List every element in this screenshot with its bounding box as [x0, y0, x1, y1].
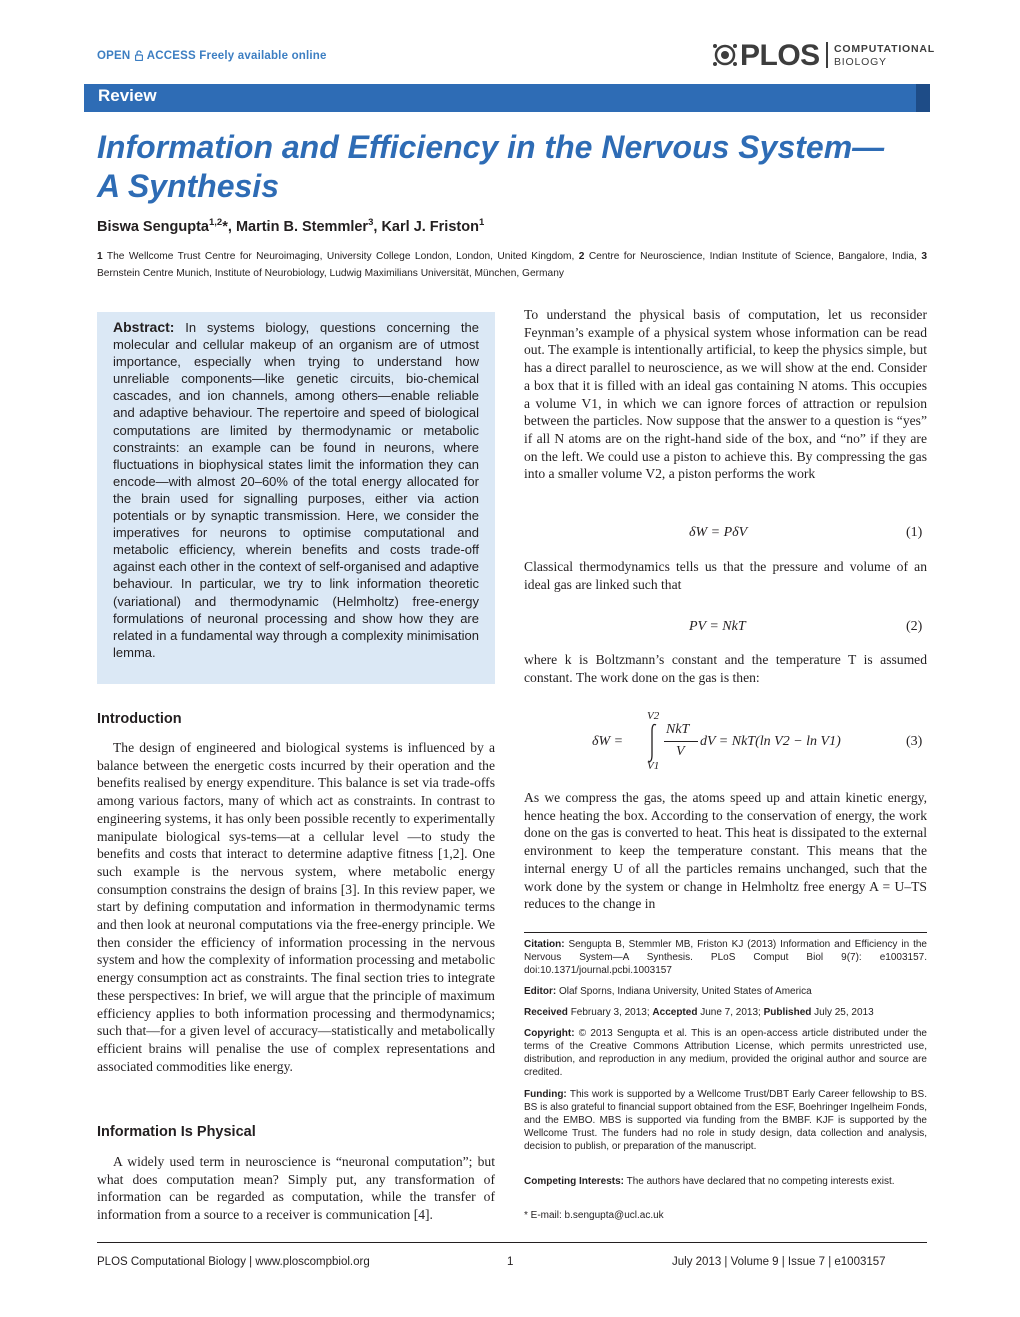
open-lock-icon [135, 50, 143, 61]
abstract-label: Abstract: [113, 319, 175, 335]
logo-line1: COMPUTATIONAL [834, 43, 935, 55]
equation-2-number: (2) [906, 619, 923, 634]
funding-text: This work is supported by a Wellcome Trust/DBT Early Career fellowship to BS. BS is also grateful to financial support obtained from the ESF, Boehringer Ingelheim Fonds, and the EMBO. MBS is supported via funding from the BMBF. KJF is supported by the Wellcome Trust. The funders had no role in study design, data collection and analysis, decision to publish, or preparation of the manuscript. [524, 1089, 928, 1152]
journal-logo[interactable] [712, 38, 935, 72]
competing-interests-block [524, 1176, 927, 1189]
article-type-label: Review [98, 86, 157, 105]
eq3-fraction-numerator: NkT [666, 722, 690, 737]
email-block [524, 1210, 927, 1223]
title-line-1: Information and Efficiency in the Nervous System— [97, 129, 885, 165]
competing-interests-label: Competing Interests: [524, 1176, 625, 1187]
editor-text: Olaf Sporns, Indiana University, United States of America [556, 986, 812, 997]
accepted-date: June 7, 2013; [697, 1007, 764, 1018]
logo-line2: BIOLOGY [834, 56, 887, 68]
freely-available-text: ACCESS Freely available online [146, 50, 327, 62]
competing-interests-text: The authors have declared that no competing interests exist. [624, 1176, 895, 1187]
author-affil-sup: 1 [478, 217, 485, 228]
citation-block [524, 939, 927, 978]
right-paragraph-4: As we compress the gas, the atoms speed up and attain kinetic energy, hence heating the box. According to the conservation of energy, the work done on the gas is converted to heat. This heat is dissipated to the external environment to keep the temperature constant. This means that the internal energy U of all the particles remains unchanged, such that the work done by the system or change in Helmholtz free energy A = U–TS reduces to the change in [524, 790, 927, 912]
open-access-text: OPEN [97, 50, 131, 62]
affil-number: 3 [921, 251, 928, 262]
citation-text: Sengupta B, Stemmler MB, Friston KJ (2013) Information and Efficiency in the Nervous System—A Synthesis. PLoS Comput Biol 9(7): e1003157. doi:10.1371/journal.pcbi.1003157 [524, 939, 927, 976]
equation-1: δW = PδV [689, 525, 748, 540]
author-affil-sup: 3 [368, 217, 374, 228]
copyright-text: © 2013 Sengupta et al. This is an open-access article distributed under the terms of the Creative Commons Attribution License, which permits unrestricted use, distribution, and reproduction in any medium, provided the original author and source are credited. [524, 1028, 927, 1078]
author-name: Biswa Sengupta [97, 219, 209, 235]
editor-block [524, 986, 927, 999]
published-label: Published [763, 1007, 812, 1018]
affil-number: 1 [97, 251, 103, 262]
introduction-paragraph: The design of engineered and biological systems is influenced by a balance between the energetic costs incurred by their operation and the benefits realised by energy expenditure. This balance is set via trade-offs among various factors, many of which act as constraints. In contrast to engineering systems, it has only been possible recently to experimentally manipulate biological sys-tems—at a cellular level —to study the benefits and costs that interact to determine adaptive fitness [1,2]. One such example is the nervous system, where metabolic energy consumption constrains the design of brains [3]. In this review paper, we start by defining computation and information in thermodynamic terms and then look at neuronal computations via the free-energy principle. We then consider the efficiency of information processing in the nervous system and how the complexity of information processing and metabolic energy consumption act as constraints. The final section tries to integrate these perspectives: In brief, we will argue that the principle of maximum efficiency applies to both information processing and thermodynamics; such that—for a given level of accuracy—statistically and metabolically efficient brains will penalise the use of complex representations and associated commodities like energy. [97, 740, 495, 1074]
equation-3-number: (3) [906, 734, 923, 749]
accepted-label: Accepted [652, 1007, 698, 1018]
eq3-lower-limit: V1 [647, 760, 660, 772]
funding-label: Funding: [524, 1089, 567, 1100]
equation-2: PV = NkT [689, 619, 746, 634]
right-paragraph-2: Classical thermodynamics tells us that the pressure and volume of an ideal gas are linked such that [524, 559, 927, 592]
open-access-label [97, 50, 327, 62]
abstract-body [113, 319, 479, 661]
footer-issue-info: July 2013 | Volume 9 | Issue 7 | e1003157 [672, 1256, 886, 1268]
introduction-heading: Introduction [97, 711, 182, 727]
author-affil-sup: 1,2 [209, 217, 223, 228]
article-type-banner [84, 84, 930, 112]
footer-divider [97, 1242, 927, 1243]
info-physical-heading: Information Is Physical [97, 1124, 256, 1140]
received-label: Received [524, 1007, 568, 1018]
citation-label: Citation: [524, 939, 565, 950]
editor-label: Editor: [524, 986, 557, 997]
eq3-lhs: δW = [592, 734, 624, 749]
integral-sign-icon [645, 723, 659, 763]
author-list: Biswa Sengupta$^{1,2}$*, Martin B. Stemmler$^3$, Karl J. Friston$^1$ [97, 217, 485, 235]
author-name: Martin B. Stemmler [235, 219, 369, 235]
eq3-upper-limit: V2 [647, 710, 660, 722]
eq3-rhs: dV = NkT(ln V2 − ln V1) [700, 734, 841, 749]
dates-block [524, 1007, 927, 1020]
logo-divider [826, 42, 828, 68]
logo-plos-text: PLOS [740, 39, 820, 72]
affil-number: 2 [578, 251, 585, 262]
right-paragraph-3: where k is Boltzmann’s constant and the temperature T is assumed constant. The work done on the gas is then: [524, 652, 927, 685]
author-name: Karl J. Friston [381, 219, 479, 235]
copyright-block [524, 1028, 927, 1080]
plos-logo-icon [712, 40, 738, 70]
equation-3 [592, 708, 912, 778]
corresponding-mark: * [222, 219, 228, 235]
copyright-label: Copyright: [524, 1028, 575, 1039]
citation-divider [524, 932, 927, 933]
article-title [97, 128, 937, 206]
abstract-box [97, 312, 495, 684]
affiliations [97, 248, 927, 282]
funding-block [524, 1089, 927, 1154]
eq3-fraction-denominator: V [676, 744, 685, 759]
received-date: February 3, 2013; [567, 1007, 653, 1018]
banner-end-block [916, 84, 930, 112]
right-paragraph-1: To understand the physical basis of computation, let us reconsider Feynman’s example of a physical system whose information can be read out. The example is intentionally artificial, to keep the physics simple, but has a direct parallel to neuroscience, as we will show at the end. Consider a box that it is filled with an ideal gas containing N atoms. This occupies a volume V1, in which we can ignore forces of attraction or repulsion between the particles. Now suppose that the answer to a question is “yes” if all N atoms are on the right-hand side of the box, and “no” if they are on the left. We could use a piston to achieve this. By compressing the gas into a smaller volume V2, a piston performs the work [524, 307, 927, 482]
affil-text: Bernstein Centre Munich, Institute of Neurobiology, Ludwig Maximilians Universität, München, Germany [97, 268, 564, 279]
eq3-fraction-bar [664, 741, 698, 742]
info-physical-paragraph: A widely used term in neuroscience is “neuronal computation”; but what does computation mean? Simply put, any transformation of information can be regarded as computation, while the transfer of information from a source to a receiver is communication [4]. [97, 1154, 495, 1223]
affil-text: The Wellcome Trust Centre for Neuroimaging, University College London, London, United Kingdom, [102, 251, 579, 262]
abstract-text: In systems biology, questions concerning the molecular and cellular makeup of an organism are of utmost importance, especially when trying to understand how unreliable components—like genetic circuits, bio-chemical cascades, and ion channels, among others—enable reliable and adaptive behaviour. The repertoire and speed of biological computations are limited by thermodynamic or metabolic constraints: an example can be found in neurons, where fluctuations in biophysical states limit the information they can encode—with almost 20–60% of the total energy allocated for the brain used for signalling purposes, either via action potentials or by synaptic transmission. Here, we consider the imperatives for neurons to optimise computational and metabolic efficiency, wherein benefits and costs trade-off against each other in the context of self-organised and adaptive behaviour. In particular, we try to link information theoretic (variational) and thermodynamic (Helmholtz) free-energy formulations of neuronal processing and show how they are related in a fundamental way through a complexity minimisation lemma. [113, 320, 479, 660]
affil-text: Centre for Neuroscience, Indian Institute of Science, Bangalore, India, [584, 251, 922, 262]
footer-journal: PLOS Computational Biology | www.ploscompbiol.org [97, 1256, 370, 1268]
equation-1-number: (1) [906, 525, 923, 540]
title-line-2: A Synthesis [97, 168, 279, 204]
published-date: July 25, 2013 [811, 1007, 874, 1018]
corresponding-email[interactable]: * E-mail: b.sengupta@ucl.ac.uk [524, 1210, 664, 1221]
footer-page-number: 1 [507, 1256, 514, 1268]
